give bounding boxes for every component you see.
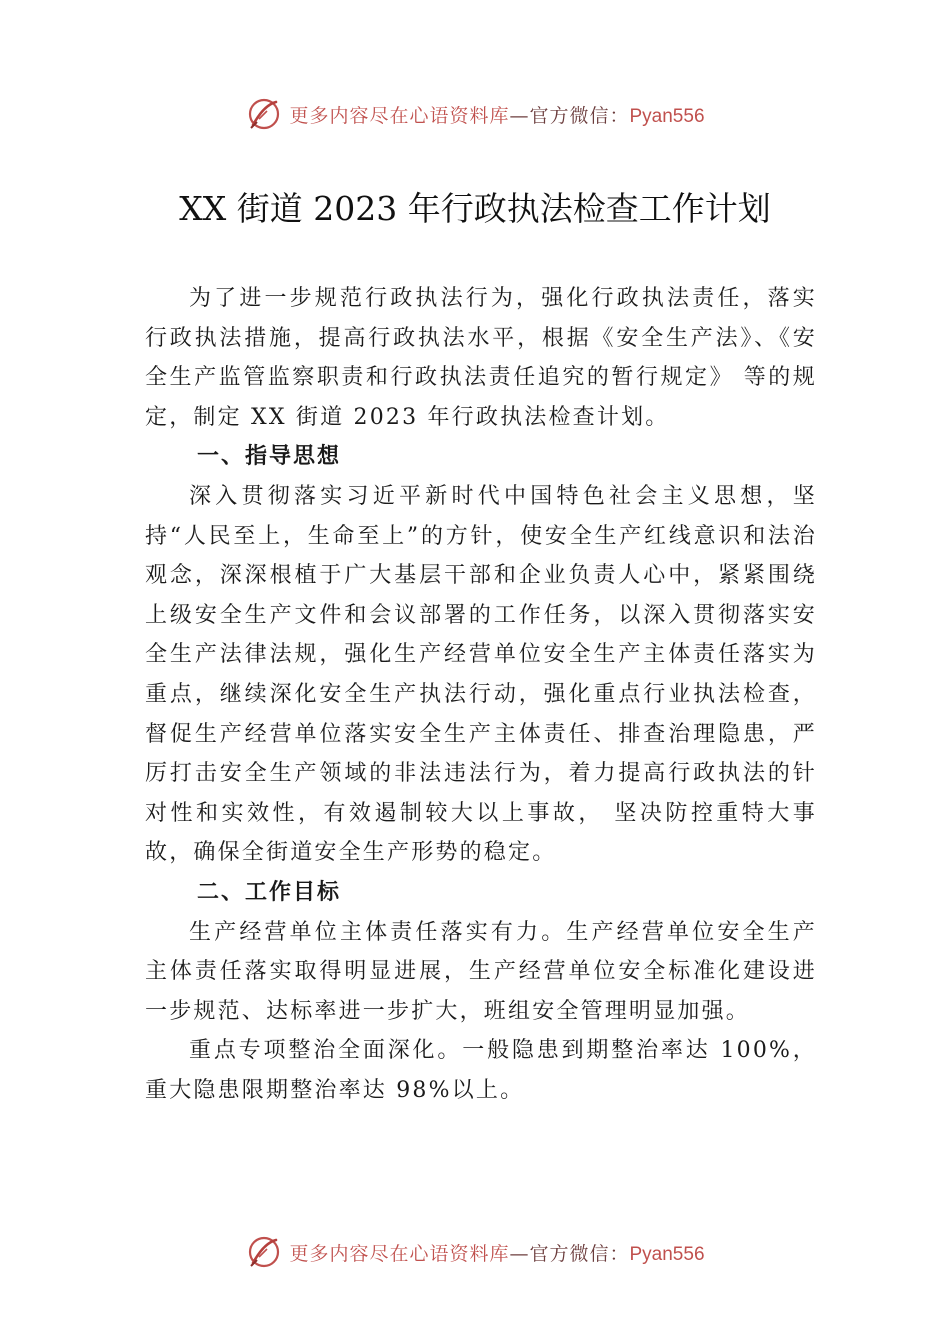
- pen-logo-icon: [245, 1233, 283, 1271]
- pen-logo-icon: [245, 95, 283, 133]
- intro-paragraph: 为了进一步规范行政执法行为，强化行政执法责任，落实行政执法措施，提高行政执法水平，根据《安全生产法》、《安全生产监管监察职责和行政执法责任追究的暂行规定》 等的规定，制定 XX 街道 2023 年行政执法检查计划。: [145, 286, 817, 430]
- work-goals-paragraph-2: 重点专项整治全面深化。一般隐患到期整治率达 100%，重大隐患限期整治率达 98%以上。: [145, 1038, 817, 1103]
- watermark-banner-top: [0, 92, 950, 136]
- watermark-text: 更多内容尽在心语资料库—官方微信：Pyan556: [289, 104, 705, 127]
- section-heading-work-goals: 二、工作目标: [197, 879, 342, 905]
- watermark-banner-bottom: [0, 1230, 950, 1274]
- watermark-text: 更多内容尽在心语资料库—官方微信：Pyan556: [289, 1242, 705, 1265]
- document-body: [145, 279, 817, 1110]
- work-goals-paragraph-1: 生产经营单位主体责任落实有力。生产经营单位安全生产主体责任落实取得明显进展，生产经营单位安全标准化建设进一步规范、达标率进一步扩大，班组安全管理明显加强。: [145, 919, 817, 1024]
- document-title: XX 街道 2023 年行政执法检查工作计划: [179, 189, 771, 228]
- guiding-thought-paragraph: 深入贯彻落实习近平新时代中国特色社会主义思想，坚持“人民至上，生命至上”的方针，使安全生产红线意识和法治观念，深深根植于广大基层干部和企业负责人心中，紧紧围绕上级安全生产文件和会议部署的工作任务，以深入贯彻落实安全生产法律法规，强化生产经营单位安全生产主体责任落实为重点，继续深化安全生产执法行动，强化重点行业执法检查，督促生产经营单位落实安全生产主体责任、排查治理隐患，严厉打击安全生产领域的非法违法行为，着力提高行政执法的针对性和实效性，有效遏制较大以上事故， 坚决防控重特大事故，确保全街道安全生产形势的稳定。: [145, 483, 817, 866]
- section-heading-guiding-thought: 一、指导思想: [197, 444, 342, 470]
